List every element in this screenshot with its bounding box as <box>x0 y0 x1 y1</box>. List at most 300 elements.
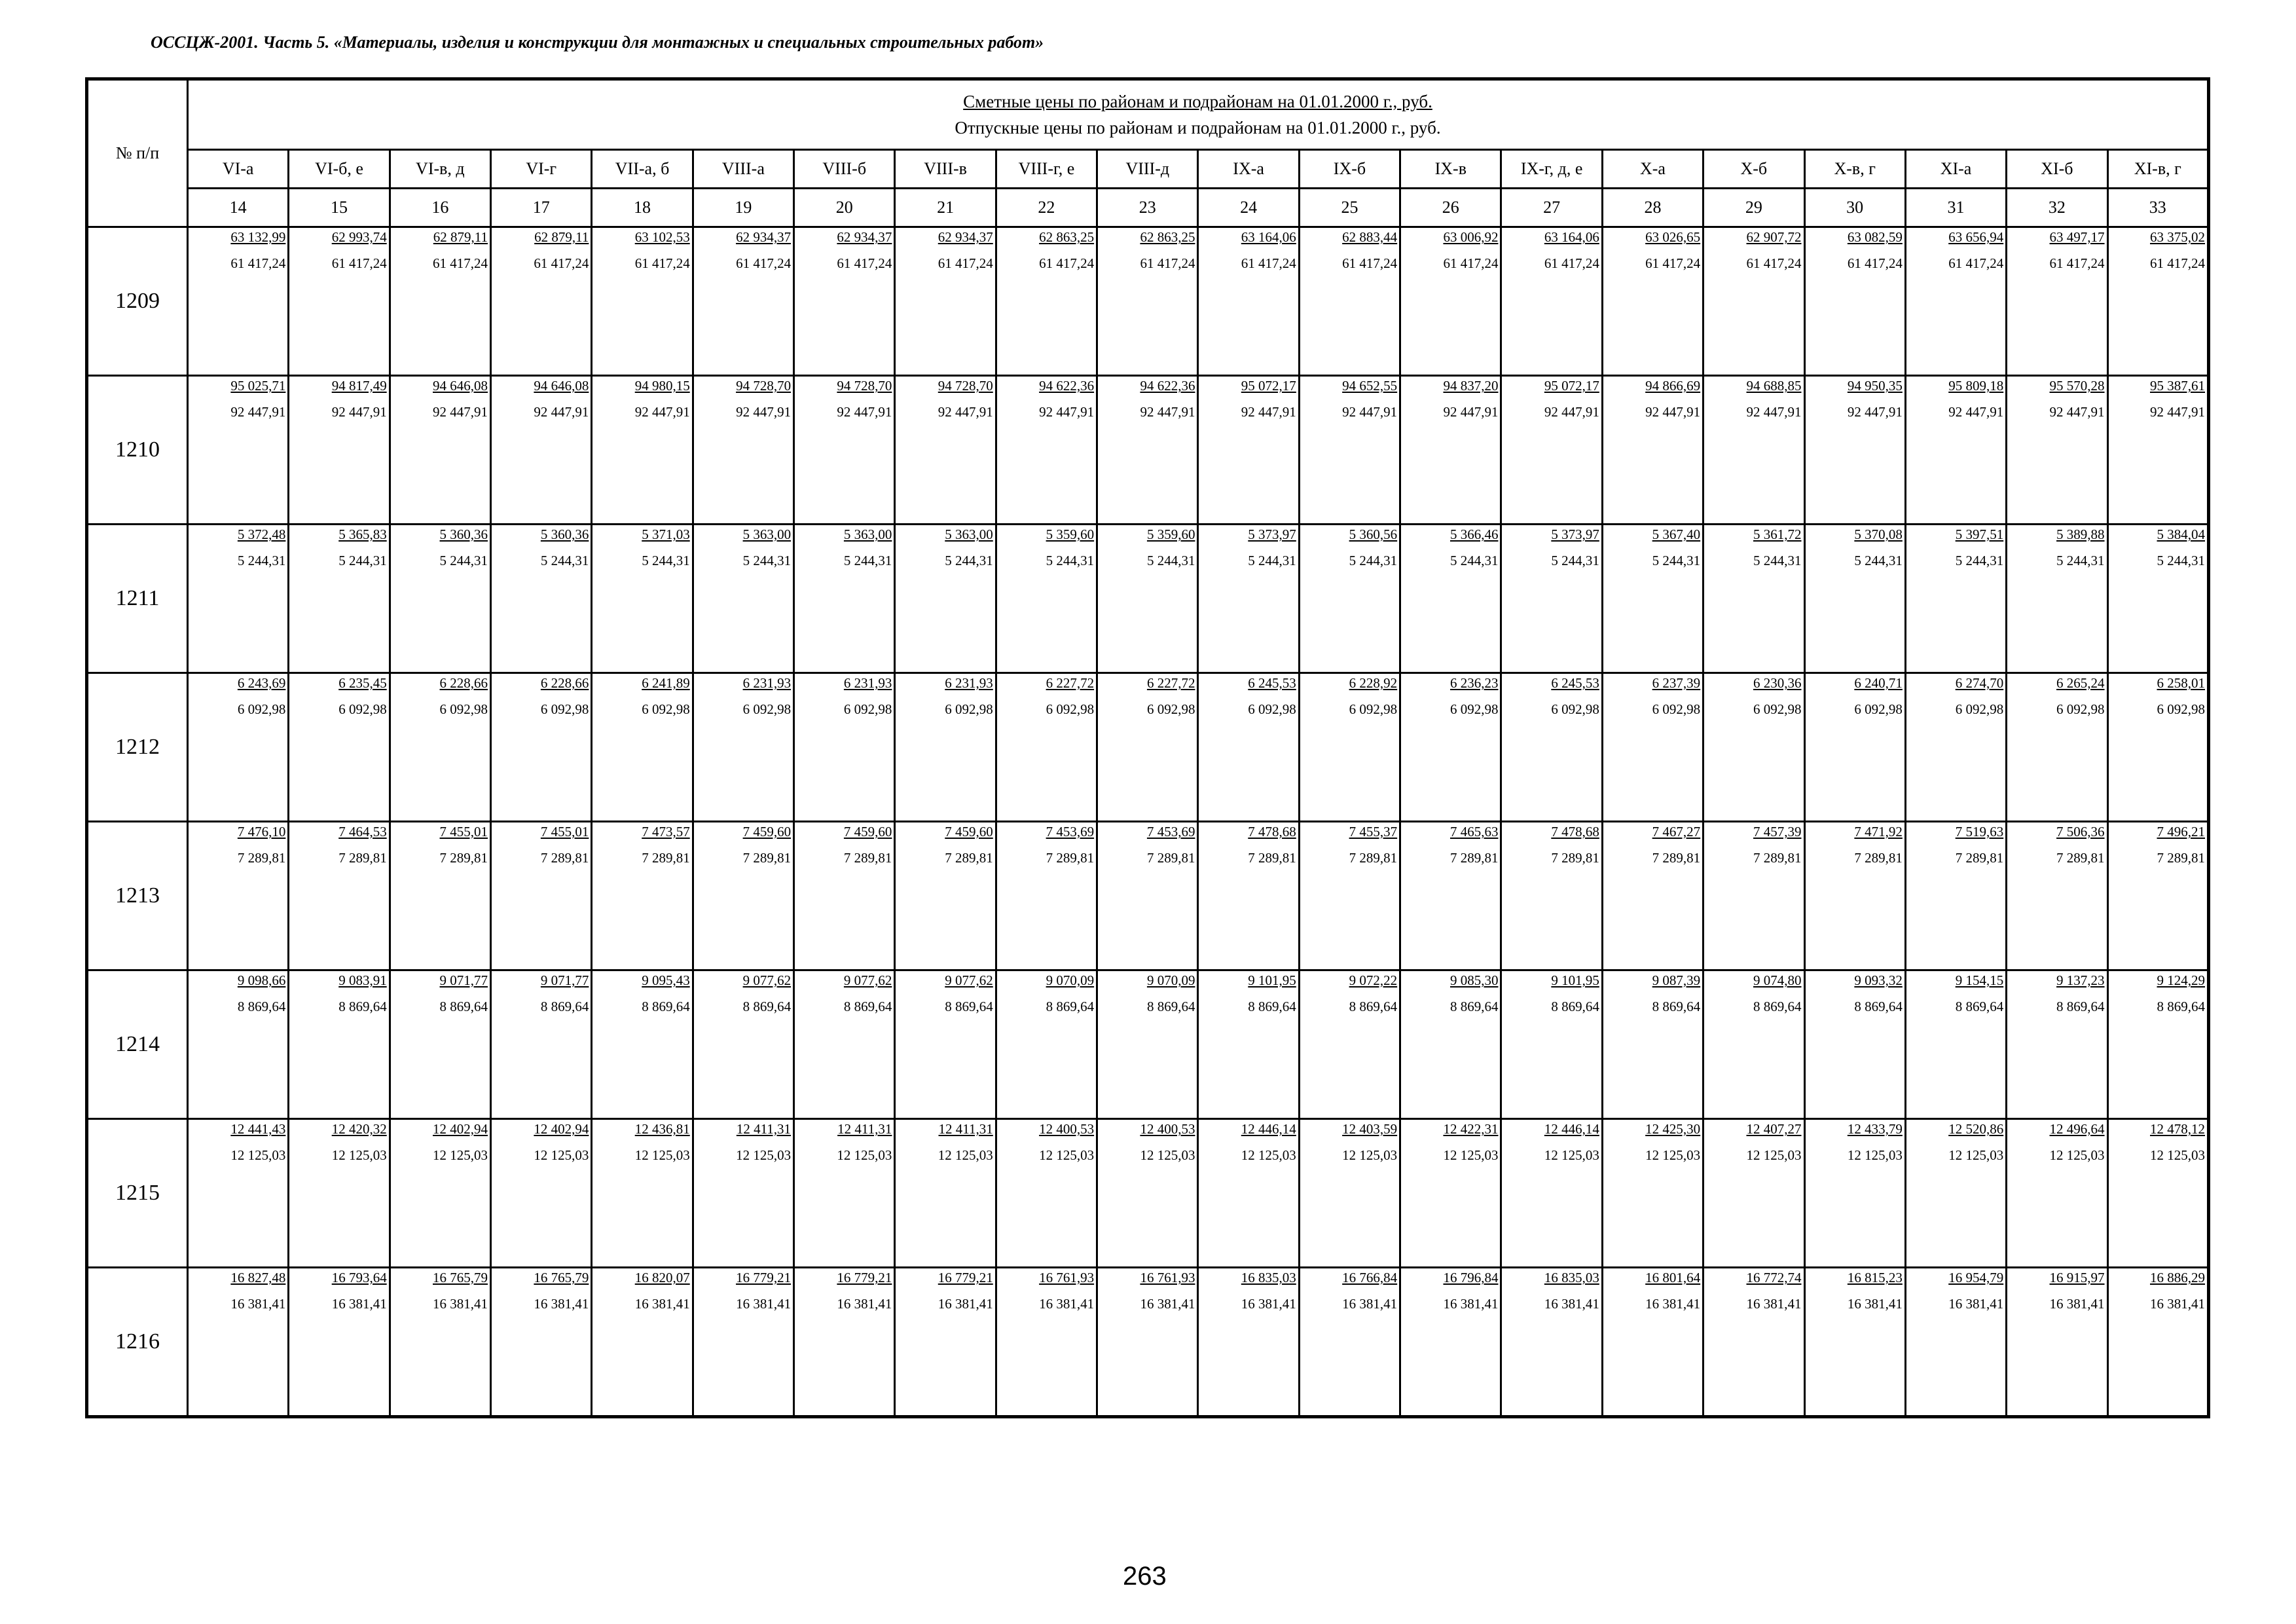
release-price: 6 092,98 <box>2157 701 2205 717</box>
region-header: VIII-а <box>693 150 793 189</box>
release-price: 12 125,03 <box>1039 1147 1095 1163</box>
release-price: 8 869,64 <box>2157 999 2205 1014</box>
price-cell <box>2107 227 2208 376</box>
release-price: 5 244,31 <box>742 553 792 568</box>
row-number: 1213 <box>87 822 188 970</box>
estimate-price: 6 228,92 <box>1349 675 1398 691</box>
estimate-price: 63 656,94 <box>1948 229 2004 245</box>
release-price: 16 381,41 <box>1645 1296 1701 1312</box>
estimate-price: 62 934,37 <box>837 229 892 245</box>
release-price: 61 417,24 <box>1847 255 1903 271</box>
column-number: 15 <box>289 189 390 227</box>
region-header: X-б <box>1704 150 1804 189</box>
estimate-price: 16 820,07 <box>634 1270 690 1285</box>
price-cell <box>1602 227 1703 376</box>
release-price: 6 092,98 <box>1449 701 1499 717</box>
release-price: 61 417,24 <box>1342 255 1398 271</box>
price-cell <box>1299 376 1400 525</box>
price-cell <box>1905 227 2006 376</box>
release-price: 16 381,41 <box>1039 1296 1095 1312</box>
price-cell <box>390 525 490 673</box>
estimate-price: 12 441,43 <box>230 1121 286 1137</box>
release-price: 12 125,03 <box>1746 1147 1802 1163</box>
region-header: XI-б <box>2007 150 2107 189</box>
region-header: VI-г <box>491 150 592 189</box>
column-number: 32 <box>2007 189 2107 227</box>
estimate-price: 6 245,53 <box>1248 675 1296 691</box>
column-number: 18 <box>592 189 693 227</box>
estimate-price: 95 387,61 <box>2150 378 2205 394</box>
release-price: 8 869,64 <box>1046 999 1095 1014</box>
estimate-price: 12 446,14 <box>1241 1121 1296 1137</box>
region-header: X-а <box>1602 150 1703 189</box>
document-header: ОССЦЖ-2001. Часть 5. «Материалы, изделия и конструкции для монтажных и специальных строительных работ» <box>151 33 1044 52</box>
release-price: 92 447,91 <box>230 404 286 420</box>
price-cell <box>1400 376 1501 525</box>
price-cell <box>693 227 793 376</box>
page-number: 263 <box>1123 1562 1167 1591</box>
estimate-price: 7 453,69 <box>1146 824 1195 840</box>
release-price: 8 869,64 <box>1753 999 1802 1014</box>
estimate-price: 5 359,60 <box>1146 526 1195 542</box>
price-cell <box>1198 1119 1299 1268</box>
estimate-price: 9 101,95 <box>1248 972 1296 988</box>
region-header-row <box>87 150 2209 189</box>
price-cell <box>895 525 996 673</box>
release-price: 7 289,81 <box>540 850 589 866</box>
release-price: 92 447,91 <box>837 404 892 420</box>
release-price: 16 381,41 <box>2049 1296 2105 1312</box>
estimate-price: 12 433,79 <box>1847 1121 1903 1137</box>
price-cell <box>1400 1268 1501 1417</box>
release-price: 16 381,41 <box>1847 1296 1903 1312</box>
estimate-price: 12 520,86 <box>1948 1121 2004 1137</box>
price-cell <box>188 970 289 1119</box>
price-cell <box>1400 525 1501 673</box>
row-number: 1216 <box>87 1268 188 1417</box>
column-number: 25 <box>1299 189 1400 227</box>
estimate-price: 63 082,59 <box>1847 229 1903 245</box>
release-price: 6 092,98 <box>439 701 488 717</box>
release-price: 16 381,41 <box>634 1296 690 1312</box>
estimate-price: 16 779,21 <box>938 1270 993 1285</box>
price-cell <box>996 970 1097 1119</box>
price-cell <box>2007 227 2107 376</box>
release-price: 16 381,41 <box>331 1296 387 1312</box>
region-header: VI-в, д <box>390 150 490 189</box>
estimate-price: 5 359,60 <box>1046 526 1095 542</box>
release-price: 6 092,98 <box>1753 701 1802 717</box>
release-price: 61 417,24 <box>1746 255 1802 271</box>
release-price: 12 125,03 <box>1140 1147 1195 1163</box>
estimate-price: 5 384,04 <box>2157 526 2205 542</box>
estimate-price-title: Сметные цены по районам и подрайонам на 01.01.2000 г., руб. <box>963 92 1432 111</box>
release-price: 61 417,24 <box>1443 255 1499 271</box>
estimate-price: 94 950,35 <box>1847 378 1903 394</box>
release-price: 12 125,03 <box>1241 1147 1296 1163</box>
estimate-price: 6 231,93 <box>742 675 792 691</box>
price-cell <box>1804 673 1905 822</box>
release-price: 5 244,31 <box>843 553 892 568</box>
price-cell <box>1501 970 1602 1119</box>
estimate-price: 9 077,62 <box>843 972 892 988</box>
release-price: 12 125,03 <box>331 1147 387 1163</box>
estimate-price: 6 230,36 <box>1753 675 1802 691</box>
estimate-price: 9 074,80 <box>1753 972 1802 988</box>
estimate-price: 62 934,37 <box>736 229 792 245</box>
estimate-price: 94 728,70 <box>736 378 792 394</box>
price-cell <box>1602 1268 1703 1417</box>
estimate-price: 6 240,71 <box>1854 675 1903 691</box>
price-cell <box>693 1268 793 1417</box>
release-price: 6 092,98 <box>237 701 286 717</box>
estimate-price: 12 407,27 <box>1746 1121 1802 1137</box>
release-price: 6 092,98 <box>1955 701 2004 717</box>
estimate-price: 62 879,11 <box>433 229 488 245</box>
price-cell <box>491 970 592 1119</box>
table-row <box>87 227 2209 376</box>
release-price: 6 092,98 <box>1652 701 1701 717</box>
estimate-price: 7 459,60 <box>742 824 792 840</box>
price-cell <box>289 376 390 525</box>
region-header: VI-б, е <box>289 150 390 189</box>
price-cell <box>2007 970 2107 1119</box>
release-price: 12 125,03 <box>1847 1147 1903 1163</box>
release-price: 6 092,98 <box>1248 701 1296 717</box>
estimate-price: 6 228,66 <box>540 675 589 691</box>
price-cell <box>1299 525 1400 673</box>
estimate-price: 16 954,79 <box>1948 1270 2004 1285</box>
estimate-price: 94 866,69 <box>1645 378 1701 394</box>
estimate-price: 63 375,02 <box>2150 229 2205 245</box>
release-price: 92 447,91 <box>736 404 792 420</box>
price-cell <box>592 1268 693 1417</box>
release-price: 5 244,31 <box>2157 553 2205 568</box>
estimate-price: 95 025,71 <box>230 378 286 394</box>
estimate-price: 5 367,40 <box>1652 526 1701 542</box>
price-cell <box>1704 970 1804 1119</box>
estimate-price: 9 101,95 <box>1551 972 1599 988</box>
estimate-price: 5 370,08 <box>1854 526 1903 542</box>
region-header: IX-г, д, е <box>1501 150 1602 189</box>
column-number: 23 <box>1097 189 1198 227</box>
release-price: 8 869,64 <box>642 999 690 1014</box>
price-cell <box>794 525 895 673</box>
price-cell <box>996 1119 1097 1268</box>
region-header: X-в, г <box>1804 150 1905 189</box>
row-number: 1210 <box>87 376 188 525</box>
estimate-price: 16 827,48 <box>230 1270 286 1285</box>
release-price: 16 381,41 <box>1241 1296 1296 1312</box>
release-price: 61 417,24 <box>230 255 286 271</box>
estimate-price: 7 506,36 <box>2056 824 2105 840</box>
column-number: 17 <box>491 189 592 227</box>
release-price: 61 417,24 <box>938 255 993 271</box>
estimate-price: 7 476,10 <box>237 824 286 840</box>
estimate-price: 5 373,97 <box>1551 526 1599 542</box>
price-cell <box>895 227 996 376</box>
estimate-price: 5 373,97 <box>1248 526 1296 542</box>
estimate-price: 9 072,22 <box>1349 972 1398 988</box>
release-price: 16 381,41 <box>1342 1296 1398 1312</box>
release-price: 92 447,91 <box>1746 404 1802 420</box>
estimate-price: 5 363,00 <box>843 526 892 542</box>
estimate-price: 94 646,08 <box>433 378 488 394</box>
estimate-price: 62 883,44 <box>1342 229 1398 245</box>
estimate-price: 12 402,94 <box>433 1121 488 1137</box>
release-price: 12 125,03 <box>1645 1147 1701 1163</box>
release-price: 6 092,98 <box>945 701 993 717</box>
price-cell <box>794 227 895 376</box>
release-price: 61 417,24 <box>534 255 589 271</box>
release-price: 7 289,81 <box>1955 850 2004 866</box>
estimate-price: 5 371,03 <box>642 526 690 542</box>
price-cell <box>895 376 996 525</box>
estimate-price: 6 231,93 <box>945 675 993 691</box>
estimate-price: 6 265,24 <box>2056 675 2105 691</box>
price-cell <box>1804 1119 1905 1268</box>
release-price: 12 125,03 <box>1544 1147 1599 1163</box>
estimate-price: 9 071,77 <box>540 972 589 988</box>
price-cell <box>996 673 1097 822</box>
estimate-price: 7 478,68 <box>1248 824 1296 840</box>
price-cell <box>693 525 793 673</box>
estimate-price: 9 077,62 <box>945 972 993 988</box>
price-cell <box>2007 1119 2107 1268</box>
row-number: 1214 <box>87 970 188 1119</box>
price-cell <box>996 376 1097 525</box>
estimate-price: 7 478,68 <box>1551 824 1599 840</box>
estimate-price: 94 688,85 <box>1746 378 1802 394</box>
estimate-price: 62 907,72 <box>1746 229 1802 245</box>
region-header: IX-а <box>1198 150 1299 189</box>
price-cell <box>1602 822 1703 970</box>
release-price: 8 869,64 <box>945 999 993 1014</box>
price-cell <box>895 970 996 1119</box>
release-price: 61 417,24 <box>1645 255 1701 271</box>
price-cell <box>1804 227 1905 376</box>
price-cell <box>1804 970 1905 1119</box>
estimate-price: 16 793,64 <box>331 1270 387 1285</box>
price-cell <box>895 1268 996 1417</box>
release-price: 12 125,03 <box>230 1147 286 1163</box>
price-cell <box>491 376 592 525</box>
estimate-price: 62 863,25 <box>1140 229 1195 245</box>
price-cell <box>1501 822 1602 970</box>
estimate-price: 6 245,53 <box>1551 675 1599 691</box>
column-number: 27 <box>1501 189 1602 227</box>
price-cell <box>390 227 490 376</box>
release-price: 92 447,91 <box>2150 404 2205 420</box>
estimate-price: 16 915,97 <box>2049 1270 2105 1285</box>
release-price: 5 244,31 <box>1753 553 1802 568</box>
region-header: VIII-г, е <box>996 150 1097 189</box>
release-price: 12 125,03 <box>433 1147 488 1163</box>
release-price: 6 092,98 <box>2056 701 2105 717</box>
estimate-price: 16 761,93 <box>1039 1270 1095 1285</box>
price-cell <box>2107 525 2208 673</box>
estimate-price: 6 274,70 <box>1955 675 2004 691</box>
estimate-price: 7 455,37 <box>1349 824 1398 840</box>
table-row <box>87 822 2209 970</box>
estimate-price: 6 237,39 <box>1652 675 1701 691</box>
estimate-price: 7 473,57 <box>642 824 690 840</box>
price-cell <box>592 970 693 1119</box>
release-price: 7 289,81 <box>1753 850 1802 866</box>
estimate-price: 9 077,62 <box>742 972 792 988</box>
estimate-price: 62 863,25 <box>1039 229 1095 245</box>
price-cell <box>2007 822 2107 970</box>
price-cell <box>1602 970 1703 1119</box>
row-number-header: № п/п <box>87 79 188 227</box>
price-cell <box>1704 376 1804 525</box>
release-price: 92 447,91 <box>1948 404 2004 420</box>
estimate-price: 9 087,39 <box>1652 972 1701 988</box>
release-price: 7 289,81 <box>642 850 690 866</box>
price-cell <box>592 525 693 673</box>
price-cell <box>1097 1268 1198 1417</box>
estimate-price: 7 459,60 <box>843 824 892 840</box>
price-cell <box>491 673 592 822</box>
release-price: 92 447,91 <box>1645 404 1701 420</box>
estimate-price: 16 801,64 <box>1645 1270 1701 1285</box>
price-cell <box>1400 1119 1501 1268</box>
release-price: 92 447,91 <box>1140 404 1195 420</box>
price-cell <box>996 822 1097 970</box>
price-cell <box>1905 673 2006 822</box>
release-price: 5 244,31 <box>642 553 690 568</box>
price-cell <box>188 376 289 525</box>
release-price: 61 417,24 <box>433 255 488 271</box>
estimate-price: 9 137,23 <box>2056 972 2105 988</box>
release-price: 8 869,64 <box>439 999 488 1014</box>
region-header: VII-а, б <box>592 150 693 189</box>
release-price: 8 869,64 <box>540 999 589 1014</box>
estimate-price: 16 766,84 <box>1342 1270 1398 1285</box>
estimate-price: 5 361,72 <box>1753 526 1802 542</box>
price-cell <box>693 970 793 1119</box>
release-price: 16 381,41 <box>1140 1296 1195 1312</box>
release-price: 5 244,31 <box>1248 553 1296 568</box>
release-price: 6 092,98 <box>540 701 589 717</box>
region-header: VIII-д <box>1097 150 1198 189</box>
release-price: 7 289,81 <box>2157 850 2205 866</box>
estimate-price: 94 837,20 <box>1443 378 1499 394</box>
price-cell <box>390 822 490 970</box>
price-cell <box>895 822 996 970</box>
release-price: 8 869,64 <box>237 999 286 1014</box>
release-price: 5 244,31 <box>439 553 488 568</box>
price-cell <box>1804 1268 1905 1417</box>
estimate-price: 16 765,79 <box>433 1270 488 1285</box>
price-cell <box>1400 970 1501 1119</box>
estimate-price: 9 085,30 <box>1449 972 1499 988</box>
estimate-price: 6 231,93 <box>843 675 892 691</box>
estimate-price: 5 372,48 <box>237 526 286 542</box>
price-cell <box>1804 525 1905 673</box>
release-price: 16 381,41 <box>1544 1296 1599 1312</box>
release-price: 92 447,91 <box>1847 404 1903 420</box>
estimate-price: 62 934,37 <box>938 229 993 245</box>
column-number: 22 <box>996 189 1097 227</box>
price-cell <box>693 376 793 525</box>
estimate-price: 95 809,18 <box>1948 378 2004 394</box>
release-price: 8 869,64 <box>2056 999 2105 1014</box>
estimate-price: 9 098,66 <box>237 972 286 988</box>
estimate-price: 63 102,53 <box>634 229 690 245</box>
release-price: 16 381,41 <box>736 1296 792 1312</box>
release-price: 16 381,41 <box>230 1296 286 1312</box>
price-cell <box>1905 822 2006 970</box>
release-price: 6 092,98 <box>1349 701 1398 717</box>
release-price: 5 244,31 <box>1146 553 1195 568</box>
release-price: 8 869,64 <box>1854 999 1903 1014</box>
price-cell <box>1602 376 1703 525</box>
price-cell <box>1602 1119 1703 1268</box>
column-number: 21 <box>895 189 996 227</box>
release-price: 8 869,64 <box>1248 999 1296 1014</box>
price-cell <box>996 525 1097 673</box>
release-price: 8 869,64 <box>843 999 892 1014</box>
price-cell <box>1804 822 1905 970</box>
region-header: IX-в <box>1400 150 1501 189</box>
price-cell <box>1198 1268 1299 1417</box>
estimate-price: 16 779,21 <box>837 1270 892 1285</box>
release-price: 12 125,03 <box>534 1147 589 1163</box>
row-number: 1209 <box>87 227 188 376</box>
column-number: 26 <box>1400 189 1501 227</box>
release-price: 92 447,91 <box>433 404 488 420</box>
release-price: 7 289,81 <box>742 850 792 866</box>
price-cell <box>2107 1268 2208 1417</box>
price-cell <box>491 1119 592 1268</box>
row-number: 1211 <box>87 525 188 673</box>
price-cell <box>1905 970 2006 1119</box>
estimate-price: 5 366,46 <box>1449 526 1499 542</box>
region-header: IX-б <box>1299 150 1400 189</box>
estimate-price: 63 164,06 <box>1241 229 1296 245</box>
release-price: 8 869,64 <box>1652 999 1701 1014</box>
price-cell <box>693 822 793 970</box>
release-price: 6 092,98 <box>1046 701 1095 717</box>
release-price: 92 447,91 <box>1544 404 1599 420</box>
release-price: 92 447,91 <box>1039 404 1095 420</box>
release-price: 92 447,91 <box>1342 404 1398 420</box>
estimate-price: 94 646,08 <box>534 378 589 394</box>
estimate-price: 62 993,74 <box>331 229 387 245</box>
region-header: XI-в, г <box>2107 150 2208 189</box>
column-number: 29 <box>1704 189 1804 227</box>
price-cell <box>1299 970 1400 1119</box>
price-cell <box>1097 227 1198 376</box>
price-cell <box>693 673 793 822</box>
estimate-price: 63 164,06 <box>1544 229 1599 245</box>
estimate-price: 63 497,17 <box>2049 229 2105 245</box>
estimate-price: 7 459,60 <box>945 824 993 840</box>
release-price: 12 125,03 <box>1948 1147 2004 1163</box>
price-cell <box>1804 376 1905 525</box>
estimate-price: 12 411,31 <box>837 1121 892 1137</box>
price-cell <box>2107 970 2208 1119</box>
price-cell <box>996 1268 1097 1417</box>
estimate-price: 6 227,72 <box>1046 675 1095 691</box>
price-cell <box>1198 673 1299 822</box>
price-cell <box>1400 227 1501 376</box>
price-cell <box>1097 376 1198 525</box>
price-cell <box>1501 1268 1602 1417</box>
release-price: 12 125,03 <box>2049 1147 2105 1163</box>
release-price: 12 125,03 <box>736 1147 792 1163</box>
